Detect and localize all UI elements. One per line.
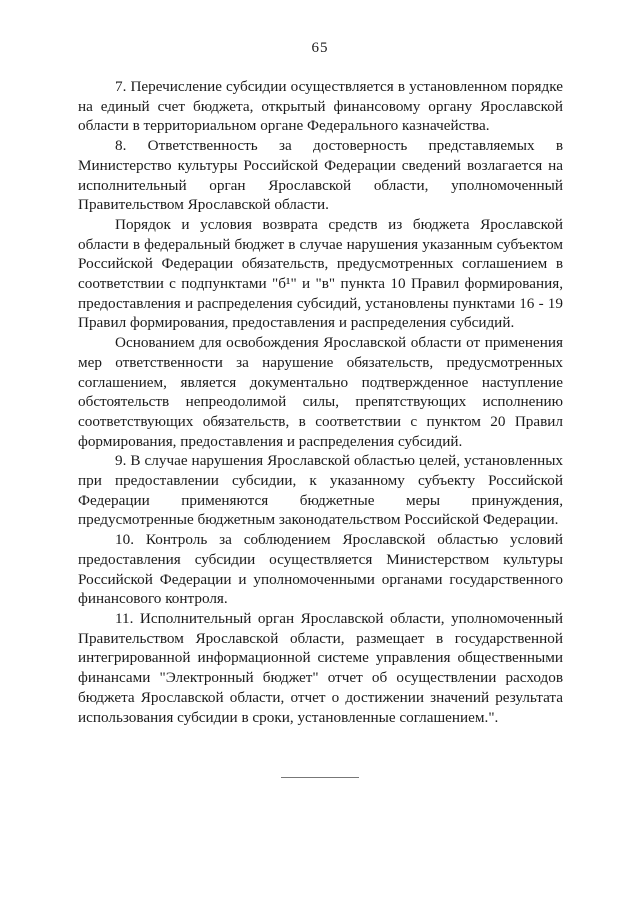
- paragraph-return-terms: Порядок и условия возврата средств из бюджета Ярославской области в федеральный бюджет в случае нарушения указанным субъектом Российской Федерации обязательств, предусмотренных соглашением в соответствии с подпунктами "б¹" и "в" пункта 10 Правил формирования, предоставления и распределения субсидий, установлены пунктами 16 - 19 Правил формирования, предоставления и распределения субсидий.: [78, 215, 563, 332]
- document-body: [78, 77, 563, 727]
- paragraph-11: 11. Исполнительный орган Ярославской области, уполномоченный Правительством Ярославской области, размещает в государственной интегрированной информационной системе управления общественными финансами "Электронный бюджет" отчет об осуществлении расходов бюджета Ярославской области, отчет о достижении значений результата использования субсидии в сроки, установленные соглашением.".: [78, 609, 563, 726]
- paragraph-9: 9. В случае нарушения Ярославской областью целей, установленных при предоставлении субсидии, к указанному субъекту Российской Федерации применяются бюджетные меры принуждения, предусмотренные бюджетным законодательством Российской Федерации.: [78, 452, 563, 529]
- page-number: 65: [311, 40, 329, 56]
- paragraph-10: 10. Контроль за соблюдением Ярославской областью условий предоставления субсидии осуществляется Министерством культуры Российской Федерации и уполномоченными органами государственного финансового контроля.: [78, 531, 563, 608]
- paragraph-8: 8. Ответственность за достоверность представляемых в Министерство культуры Российской Федерации сведений возлагается на исполнительный орган Ярославской области, уполномоченный Правительством Ярославской области.: [78, 137, 563, 214]
- section-divider-line: [281, 777, 359, 778]
- paragraph-liability-release: Основанием для освобождения Ярославской области от применения мер ответственности за нарушение обязательств, предусмотренных соглашением, является документально подтвержденное наступление обстоятельств непреодолимой силы, препятствующих исполнению соответствующих обязательств, в соответствии с пунктом 20 Правил формирования, предоставления и распределения субсидий.: [78, 334, 563, 450]
- paragraph-7: 7. Перечисление субсидии осуществляется в установленном порядке на единый счет бюджета, открытый финансовому органу Ярославской области в территориальном органе Федерального казначейства.: [78, 78, 563, 135]
